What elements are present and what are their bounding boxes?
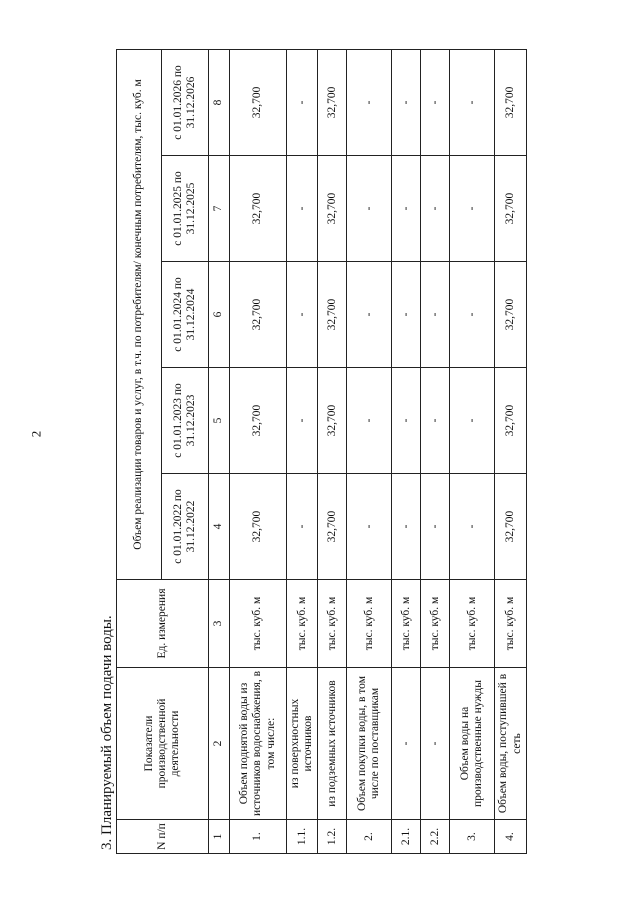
row-indicator: Объем воды на производственные нужды [450,668,495,820]
table-row [450,49,495,853]
row-value: - [392,49,421,155]
row-value: - [421,156,450,262]
row-value: 32,700 [318,474,347,580]
row-value: - [392,156,421,262]
table-row [495,49,526,853]
row-unit: тыс. куб. м [287,580,318,668]
row-value: - [287,262,318,368]
column-number: 1 [209,820,230,854]
column-number: 7 [209,156,230,262]
row-index: 2. [347,820,392,854]
row-value: - [421,474,450,580]
row-value: 32,700 [230,474,287,580]
row-value: 32,700 [230,368,287,474]
row-value: - [347,474,392,580]
row-unit: тыс. куб. м [230,580,287,668]
rotated-content [96,50,576,850]
row-value: - [450,49,495,155]
page-number: 2 [28,430,44,438]
row-index: 2.2. [421,820,450,854]
row-value: - [287,49,318,155]
row-index: 1. [230,820,287,854]
row-indicator: Объем поднятой воды из источников водоснабжения, в том числе: [230,668,287,820]
column-number: 2 [209,668,230,820]
row-value: - [287,474,318,580]
table-row [318,49,347,853]
row-unit: тыс. куб. м [450,580,495,668]
row-value: - [392,368,421,474]
row-value: - [392,474,421,580]
row-index: 2.1. [392,820,421,854]
column-number: 6 [209,262,230,368]
row-indicator: из подземных источников [318,668,347,820]
table-row [421,49,450,853]
row-value: 32,700 [230,156,287,262]
row-value: 32,700 [230,262,287,368]
row-value: - [287,368,318,474]
row-value: 32,700 [495,156,526,262]
row-value: - [392,262,421,368]
row-value: 32,700 [318,156,347,262]
row-indicator: Объем воды, поступившей в сеть [495,668,526,820]
table-row [347,49,392,853]
row-value: - [421,368,450,474]
header-period: с 01.01.2024 по 31.12.2024 [162,262,209,368]
row-indicator: - [392,668,421,820]
row-unit: тыс. куб. м [392,580,421,668]
column-number: 3 [209,580,230,668]
row-value: - [347,156,392,262]
header-period: с 01.01.2023 по 31.12.2023 [162,368,209,474]
table-row [392,49,421,853]
row-value: 32,700 [495,262,526,368]
row-unit: тыс. куб. м [421,580,450,668]
row-value: - [450,368,495,474]
row-index: 1.2. [318,820,347,854]
row-index: 1.1. [287,820,318,854]
column-number: 4 [209,474,230,580]
column-number: 5 [209,368,230,474]
header-group: Объем реализации товаров и услуг, в т.ч. по потребителям/ конечным потребителям, тыс. куб. м [117,49,162,579]
row-unit: тыс. куб. м [495,580,526,668]
header-period: с 01.01.2025 по 31.12.2025 [162,156,209,262]
column-numbers-row [209,49,230,853]
table-row [287,49,318,853]
column-number: 8 [209,49,230,155]
row-value: - [347,49,392,155]
row-value: - [347,262,392,368]
table-row [230,49,287,853]
row-index: 3. [450,820,495,854]
row-value: - [287,156,318,262]
row-unit: тыс. куб. м [347,580,392,668]
water-volume-table [116,49,527,854]
row-value: - [421,49,450,155]
row-value: 32,700 [318,262,347,368]
row-value: 32,700 [230,49,287,155]
row-indicator: Объем покупки воды, в том числе по поставщикам [347,668,392,820]
row-value: - [421,262,450,368]
header-period: с 01.01.2022 по 31.12.2022 [162,474,209,580]
row-value: 32,700 [318,49,347,155]
header-indicator: Показатели производственной деятельности [117,668,209,820]
row-value: - [347,368,392,474]
row-indicator: - [421,668,450,820]
row-value: - [450,474,495,580]
row-value: - [450,262,495,368]
row-index: 4. [495,820,526,854]
header-period: с 01.01.2026 по 31.12.2026 [162,49,209,155]
row-value: 32,700 [495,474,526,580]
row-value: 32,700 [318,368,347,474]
row-indicator: из поверхностных источников [287,668,318,820]
header-index: N п/п [117,820,209,854]
row-value: 32,700 [495,49,526,155]
section-title: 3. Планируемый объем подачи воды. [99,615,115,850]
row-value: 32,700 [495,368,526,474]
row-value: - [450,156,495,262]
row-unit: тыс. куб. м [318,580,347,668]
header-unit: Ед. измерения [117,580,209,668]
